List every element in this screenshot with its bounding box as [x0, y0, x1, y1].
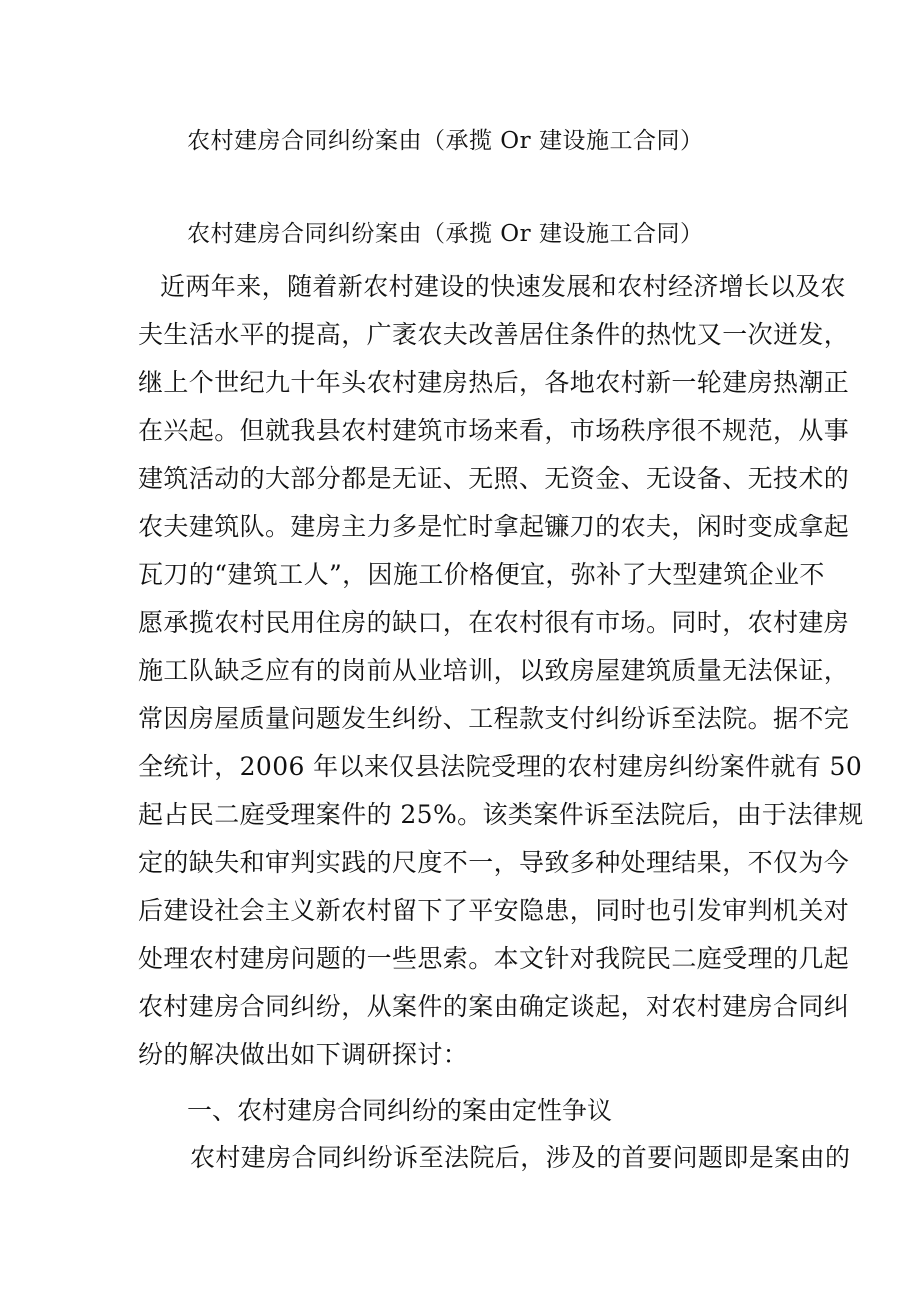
section-heading: 一、农村建房合同纠纷的案由定性争议 [187, 1096, 613, 1125]
paragraph-line: 施工队缺乏应有的岗前从业培训，以致房屋建筑质量无法保证， [138, 656, 850, 685]
paragraph-line: 常因房屋质量问题发生纠纷、工程款支付纠纷诉至法院。据不完 [138, 704, 850, 733]
paragraph-line: 近两年来，随着新农村建设的快速发展和农村经济增长以及农 [160, 272, 846, 301]
section-paragraph-line: 农村建房合同纠纷诉至法院后，涉及的首要问题即是案由的 [190, 1143, 851, 1172]
paragraph-line: 瓦刀的“建筑工人”，因施工价格便宜，弥补了大型建筑企业不 [138, 560, 825, 589]
paragraph-line: 建筑活动的大部分都是无证、无照、无资金、无设备、无技术的 [138, 464, 850, 493]
paragraph-line: 夫生活水平的提高，广袤农夫改善居住条件的热忱又一次迸发， [138, 320, 850, 349]
document-subtitle: 农村建房合同纠纷案由（承揽 Or 建设施工合同） [187, 221, 704, 247]
paragraph-line: 后建设社会主义新农村留下了平安隐患，同时也引发审判机关对 [138, 896, 850, 925]
paragraph-line: 纷的解决做出如下调研探讨： [138, 1040, 469, 1069]
document-title: 农村建房合同纠纷案由（承揽 Or 建设施工合同） [187, 128, 704, 154]
paragraph-line: 农夫建筑队。建房主力多是忙时拿起镰刀的农夫，闲时变成拿起 [138, 512, 850, 541]
paragraph-line: 继上个世纪九十年头农村建房热后，各地农村新一轮建房热潮正 [138, 368, 850, 397]
paragraph-line: 愿承揽农村民用住房的缺口，在农村很有市场。同时，农村建房 [138, 608, 850, 637]
paragraph-line: 起占民二庭受理案件的 25%。该类案件诉至法院后，由于法律规 [138, 800, 864, 829]
paragraph-line: 定的缺失和审判实践的尺度不一，导致多种处理结果，不仅为今 [138, 848, 850, 877]
paragraph-line: 在兴起。但就我县农村建筑市场来看，市场秩序很不规范，从事 [138, 416, 850, 445]
paragraph-line: 全统计，2006 年以来仅县法院受理的农村建房纠纷案件就有 50 [138, 752, 863, 781]
paragraph-line: 农村建房合同纠纷，从案件的案由确定谈起，对农村建房合同纠 [138, 992, 850, 1021]
paragraph-line: 处理农村建房问题的一些思索。本文针对我院民二庭受理的几起 [138, 944, 850, 973]
